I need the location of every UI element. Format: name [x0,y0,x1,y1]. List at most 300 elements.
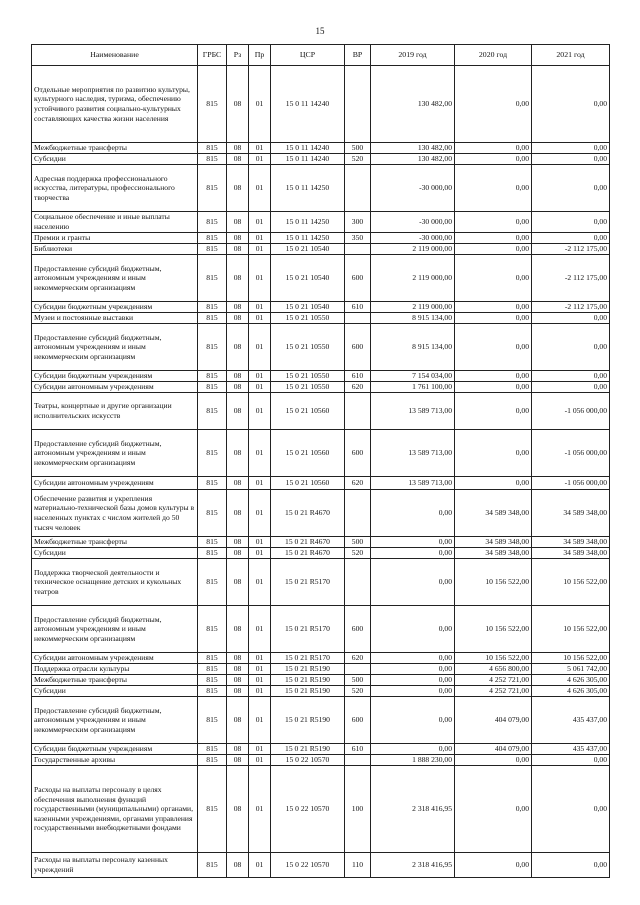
row-csr: 15 0 21 10540 [271,244,345,255]
row-csr: 15 0 22 10570 [271,755,345,766]
row-vr: 500 [345,537,371,548]
row-grbs: 815 [198,697,227,744]
row-csr: 15 0 21 R5170 [271,653,345,664]
table-row [32,537,610,548]
row-2020: 34 589 348,00 [455,490,532,537]
row-pr: 01 [249,324,271,371]
row-csr: 15 0 11 14250 [271,212,345,233]
row-2019: 0,00 [371,686,455,697]
row-pr: 01 [249,233,271,244]
row-2019: 7 154 034,00 [371,371,455,382]
row-csr: 15 0 22 10570 [271,766,345,853]
row-vr: 610 [345,371,371,382]
row-2019: 0,00 [371,537,455,548]
header-name: Наименование [32,45,198,66]
row-2019: 0,00 [371,664,455,675]
row-csr: 15 0 22 10570 [271,853,345,878]
row-rz: 08 [227,165,249,212]
row-name: Субсидии [32,154,198,165]
row-vr: 100 [345,766,371,853]
table-row [32,490,610,537]
row-grbs: 815 [198,302,227,313]
table-row [32,744,610,755]
row-vr: 500 [345,675,371,686]
row-pr: 01 [249,430,271,477]
row-csr: 15 0 21 R4670 [271,490,345,537]
row-grbs: 815 [198,664,227,675]
row-rz: 08 [227,653,249,664]
row-2021: 34 589 348,00 [532,537,610,548]
row-pr: 01 [249,744,271,755]
row-grbs: 815 [198,143,227,154]
row-2021: 0,00 [532,853,610,878]
row-pr: 01 [249,244,271,255]
row-name: Предоставление субсидий бюджетным, автономным учреждениям и иным некоммерческим организациям [32,324,198,371]
row-2021: 435 437,00 [532,744,610,755]
row-2019: 0,00 [371,606,455,653]
row-2020: 10 156 522,00 [455,559,532,606]
row-name: Обеспечение развития и укрепления материально-технической базы домов культуры в населенных пунктах с числом жителей до 50 тысяч человек [32,490,198,537]
row-grbs: 815 [198,255,227,302]
header-vr: ВР [345,45,371,66]
row-2020: 0,00 [455,766,532,853]
row-pr: 01 [249,675,271,686]
row-vr: 600 [345,430,371,477]
row-vr [345,313,371,324]
header-rz: Рз [227,45,249,66]
row-name: Субсидии [32,548,198,559]
row-grbs: 815 [198,371,227,382]
row-vr: 110 [345,853,371,878]
row-csr: 15 0 21 10560 [271,430,345,477]
row-vr: 600 [345,697,371,744]
row-grbs: 815 [198,766,227,853]
header-pr: Пр [249,45,271,66]
row-vr: 350 [345,233,371,244]
row-2021: 0,00 [532,755,610,766]
row-2019: 2 318 416,95 [371,853,455,878]
row-2020: 0,00 [455,244,532,255]
row-2019: 2 119 000,00 [371,302,455,313]
row-2021: 0,00 [532,154,610,165]
row-2020: 404 079,00 [455,744,532,755]
row-2019: 8 915 134,00 [371,313,455,324]
row-grbs: 815 [198,675,227,686]
row-2019: 0,00 [371,653,455,664]
table-row [32,653,610,664]
row-2021: 4 626 305,00 [532,686,610,697]
row-vr: 520 [345,686,371,697]
row-name: Предоставление субсидий бюджетным, автономным учреждениям и иным некоммерческим организациям [32,430,198,477]
row-2019: 0,00 [371,490,455,537]
row-vr [345,244,371,255]
row-2020: 0,00 [455,255,532,302]
row-rz: 08 [227,664,249,675]
row-pr: 01 [249,66,271,143]
row-2021: -2 112 175,00 [532,255,610,302]
row-grbs: 815 [198,430,227,477]
row-2021: -1 056 000,00 [532,430,610,477]
table-row [32,766,610,853]
row-rz: 08 [227,233,249,244]
row-grbs: 815 [198,686,227,697]
row-csr: 15 0 11 14240 [271,143,345,154]
row-rz: 08 [227,744,249,755]
row-csr: 15 0 21 R4670 [271,537,345,548]
row-2020: 0,00 [455,313,532,324]
row-csr: 15 0 21 R5190 [271,675,345,686]
table-row [32,66,610,143]
row-2019: 0,00 [371,744,455,755]
row-2021: 0,00 [532,143,610,154]
row-csr: 15 0 21 R5170 [271,559,345,606]
row-grbs: 815 [198,313,227,324]
row-vr [345,664,371,675]
row-2020: 0,00 [455,154,532,165]
table-row [32,154,610,165]
row-2020: 10 156 522,00 [455,653,532,664]
row-vr: 600 [345,324,371,371]
row-grbs: 815 [198,477,227,490]
row-2020: 0,00 [455,393,532,430]
row-grbs: 815 [198,548,227,559]
row-csr: 15 0 11 14250 [271,165,345,212]
row-2021: -1 056 000,00 [532,393,610,430]
row-2020: 0,00 [455,233,532,244]
row-grbs: 815 [198,244,227,255]
table-row [32,371,610,382]
row-2020: 0,00 [455,477,532,490]
row-rz: 08 [227,697,249,744]
table-row [32,477,610,490]
row-name: Субсидии бюджетным учреждениям [32,302,198,313]
row-rz: 08 [227,324,249,371]
row-name: Социальное обеспечение и иные выплаты населению [32,212,198,233]
row-pr: 01 [249,853,271,878]
row-grbs: 815 [198,324,227,371]
row-csr: 15 0 21 10540 [271,302,345,313]
header-2021: 2021 год [532,45,610,66]
row-2020: 0,00 [455,382,532,393]
header-2019: 2019 год [371,45,455,66]
budget-table [31,44,610,878]
row-2021: 0,00 [532,212,610,233]
row-2021: 0,00 [532,324,610,371]
row-2021: 0,00 [532,313,610,324]
row-rz: 08 [227,755,249,766]
row-csr: 15 0 21 10550 [271,371,345,382]
table-row [32,313,610,324]
row-csr: 15 0 11 14240 [271,154,345,165]
header-csr: ЦСР [271,45,345,66]
row-2021: 0,00 [532,766,610,853]
row-2021: 10 156 522,00 [532,559,610,606]
row-pr: 01 [249,537,271,548]
row-2020: 0,00 [455,371,532,382]
row-2020: 0,00 [455,755,532,766]
row-2021: 0,00 [532,233,610,244]
row-rz: 08 [227,548,249,559]
row-name: Адресная поддержка профессионального искусства, литературы, профессионального творчества [32,165,198,212]
row-grbs: 815 [198,212,227,233]
row-csr: 15 0 21 10550 [271,324,345,371]
header-2020: 2020 год [455,45,532,66]
row-grbs: 815 [198,755,227,766]
table-row [32,675,610,686]
row-pr: 01 [249,653,271,664]
row-2019: 0,00 [371,675,455,686]
row-pr: 01 [249,313,271,324]
row-vr [345,490,371,537]
row-rz: 08 [227,675,249,686]
row-2020: 0,00 [455,143,532,154]
row-2020: 0,00 [455,165,532,212]
row-2021: -1 056 000,00 [532,477,610,490]
row-rz: 08 [227,244,249,255]
row-2020: 10 156 522,00 [455,606,532,653]
row-name: Библиотеки [32,244,198,255]
table-row [32,664,610,675]
row-2020: 0,00 [455,302,532,313]
row-2019: 2 119 000,00 [371,255,455,302]
table-row [32,755,610,766]
row-pr: 01 [249,477,271,490]
row-vr: 620 [345,477,371,490]
row-vr: 500 [345,143,371,154]
row-2020: 404 079,00 [455,697,532,744]
row-2019: 0,00 [371,697,455,744]
row-rz: 08 [227,606,249,653]
row-2021: 4 626 305,00 [532,675,610,686]
row-2019: 2 318 416,95 [371,766,455,853]
row-2020: 4 252 721,00 [455,686,532,697]
table-row [32,430,610,477]
row-2020: 34 589 348,00 [455,548,532,559]
row-2019: 130 482,00 [371,66,455,143]
row-csr: 15 0 21 10550 [271,382,345,393]
row-grbs: 815 [198,606,227,653]
row-pr: 01 [249,664,271,675]
row-pr: 01 [249,766,271,853]
row-pr: 01 [249,143,271,154]
row-csr: 15 0 21 R5190 [271,664,345,675]
row-name: Субсидии [32,686,198,697]
row-rz: 08 [227,537,249,548]
row-2019: 1 761 100,00 [371,382,455,393]
row-pr: 01 [249,382,271,393]
row-pr: 01 [249,606,271,653]
row-vr: 610 [345,302,371,313]
row-name: Театры, концертные и другие организации исполнительских искусств [32,393,198,430]
row-rz: 08 [227,559,249,606]
row-2021: -2 112 175,00 [532,302,610,313]
row-name: Музеи и постоянные выставки [32,313,198,324]
row-csr: 15 0 21 10560 [271,393,345,430]
row-csr: 15 0 21 10540 [271,255,345,302]
row-name: Поддержка отрасли культуры [32,664,198,675]
row-name: Субсидии бюджетным учреждениям [32,371,198,382]
row-vr [345,755,371,766]
row-2020: 0,00 [455,430,532,477]
row-pr: 01 [249,559,271,606]
row-rz: 08 [227,766,249,853]
row-pr: 01 [249,548,271,559]
row-name: Межбюджетные трансферты [32,675,198,686]
table-row [32,559,610,606]
row-name: Премии и гранты [32,233,198,244]
row-rz: 08 [227,255,249,302]
row-2019: 1 888 230,00 [371,755,455,766]
row-2021: 0,00 [532,66,610,143]
row-rz: 08 [227,371,249,382]
table-row [32,324,610,371]
row-grbs: 815 [198,559,227,606]
row-vr: 520 [345,548,371,559]
table-row [32,853,610,878]
row-rz: 08 [227,853,249,878]
row-2021: 0,00 [532,382,610,393]
row-pr: 01 [249,302,271,313]
row-csr: 15 0 21 10550 [271,313,345,324]
row-pr: 01 [249,697,271,744]
row-csr: 15 0 21 R5190 [271,697,345,744]
row-2019: 130 482,00 [371,143,455,154]
row-vr: 610 [345,744,371,755]
row-vr: 600 [345,255,371,302]
row-vr [345,393,371,430]
row-pr: 01 [249,212,271,233]
row-rz: 08 [227,430,249,477]
row-rz: 08 [227,686,249,697]
row-rz: 08 [227,313,249,324]
row-grbs: 815 [198,653,227,664]
row-2019: 0,00 [371,548,455,559]
row-2019: 130 482,00 [371,154,455,165]
row-2021: 0,00 [532,371,610,382]
row-2021: 435 437,00 [532,697,610,744]
row-name: Межбюджетные трансферты [32,537,198,548]
row-name: Предоставление субсидий бюджетным, автономным учреждениям и иным некоммерческим организациям [32,697,198,744]
row-pr: 01 [249,686,271,697]
row-pr: 01 [249,755,271,766]
row-name: Субсидии бюджетным учреждениям [32,744,198,755]
table-row [32,212,610,233]
row-name: Субсидии автономным учреждениям [32,477,198,490]
row-rz: 08 [227,490,249,537]
row-2020: 34 589 348,00 [455,537,532,548]
table-row [32,548,610,559]
row-vr: 620 [345,382,371,393]
row-rz: 08 [227,477,249,490]
row-csr: 15 0 11 14240 [271,66,345,143]
row-grbs: 815 [198,490,227,537]
row-2020: 0,00 [455,66,532,143]
row-grbs: 815 [198,154,227,165]
row-rz: 08 [227,212,249,233]
row-vr: 620 [345,653,371,664]
row-grbs: 815 [198,66,227,143]
row-rz: 08 [227,66,249,143]
row-grbs: 815 [198,393,227,430]
row-2019: 13 589 713,00 [371,430,455,477]
table-row [32,382,610,393]
row-pr: 01 [249,393,271,430]
row-2020: 0,00 [455,853,532,878]
row-rz: 08 [227,154,249,165]
row-vr [345,66,371,143]
row-name: Расходы на выплаты персоналу в целях обеспечения выполнения функций государственными (муниципальными) органами, казенными учреждениями, органами управления государственными внебюджетными фондами [32,766,198,853]
row-name: Поддержка творческой деятельности и техническое оснащение детских и кукольных театров [32,559,198,606]
row-pr: 01 [249,154,271,165]
table-row [32,143,610,154]
row-name: Субсидии автономным учреждениям [32,382,198,393]
table-row [32,255,610,302]
table-row [32,233,610,244]
row-2019: -30 000,00 [371,165,455,212]
row-grbs: 815 [198,853,227,878]
row-grbs: 815 [198,165,227,212]
row-csr: 15 0 21 R5190 [271,686,345,697]
row-2021: 0,00 [532,165,610,212]
row-csr: 15 0 21 R5170 [271,606,345,653]
row-2021: 10 156 522,00 [532,606,610,653]
row-2020: 4 656 800,00 [455,664,532,675]
row-2019: 13 589 713,00 [371,393,455,430]
row-grbs: 815 [198,382,227,393]
row-name: Межбюджетные трансферты [32,143,198,154]
row-2019: -30 000,00 [371,212,455,233]
table-row [32,686,610,697]
table-row [32,606,610,653]
row-name: Отдельные мероприятия по развитию культуры, культурного наследия, туризма, обеспечению устойчивого развития социально-культурных составляющих качества жизни населения [32,66,198,143]
header-row [32,45,610,66]
row-csr: 15 0 11 14250 [271,233,345,244]
row-2020: 0,00 [455,212,532,233]
row-csr: 15 0 21 R4670 [271,548,345,559]
row-2021: 34 589 348,00 [532,490,610,537]
row-grbs: 815 [198,537,227,548]
row-vr: 300 [345,212,371,233]
row-2019: 8 915 134,00 [371,324,455,371]
table-row [32,697,610,744]
row-name: Государственные архивы [32,755,198,766]
row-vr [345,165,371,212]
table-row [32,393,610,430]
row-vr [345,559,371,606]
row-2021: -2 112 175,00 [532,244,610,255]
row-grbs: 815 [198,233,227,244]
row-pr: 01 [249,371,271,382]
row-2021: 34 589 348,00 [532,548,610,559]
row-name: Предоставление субсидий бюджетным, автономным учреждениям и иным некоммерческим организациям [32,606,198,653]
row-rz: 08 [227,393,249,430]
page-number: 15 [315,26,325,36]
row-grbs: 815 [198,744,227,755]
row-pr: 01 [249,490,271,537]
row-2019: 2 119 000,00 [371,244,455,255]
row-pr: 01 [249,165,271,212]
row-vr: 520 [345,154,371,165]
row-2021: 10 156 522,00 [532,653,610,664]
row-rz: 08 [227,382,249,393]
row-rz: 08 [227,143,249,154]
table-row [32,244,610,255]
row-2019: 0,00 [371,559,455,606]
table-row [32,302,610,313]
row-2020: 0,00 [455,324,532,371]
row-csr: 15 0 21 R5190 [271,744,345,755]
row-pr: 01 [249,255,271,302]
